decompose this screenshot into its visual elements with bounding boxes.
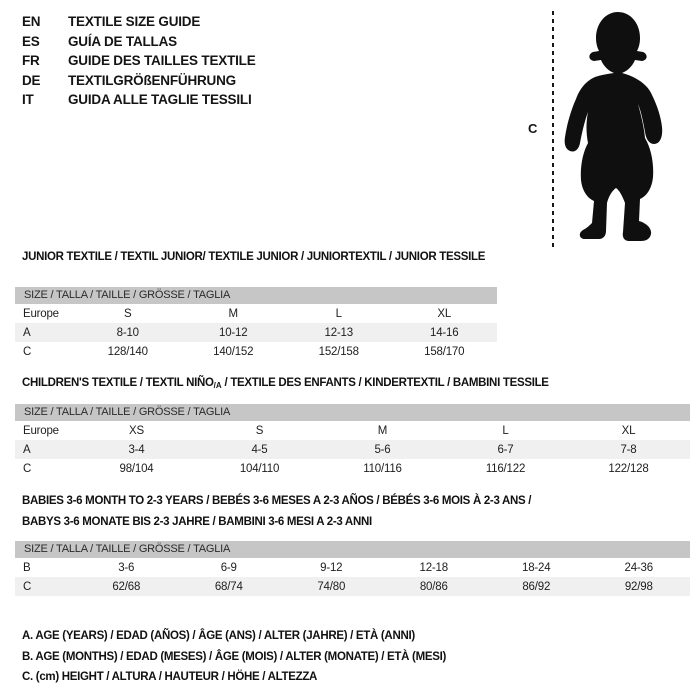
children-size-table bbox=[15, 404, 690, 478]
children-title-pre: CHILDREN'S TEXTILE / TEXTIL NIÑO bbox=[22, 377, 214, 389]
size-cell: M bbox=[377, 424, 388, 437]
size-cell: 80/86 bbox=[383, 577, 486, 596]
babies-title-line1: BABIES 3-6 MONTH TO 2-3 YEARS / BEBÉS 3-6 MESES A 2-3 AÑOS / BÉBÉS 3-6 MOIS À 2-3 ANS / bbox=[22, 495, 532, 507]
size-cell: S bbox=[255, 424, 264, 437]
size-cell: M bbox=[228, 307, 238, 320]
size-cell: 74/80 bbox=[280, 577, 383, 596]
size-cell: 12-18 bbox=[419, 561, 448, 574]
language-row bbox=[22, 12, 256, 32]
size-table-header: SIZE / TALLA / TAILLE / GRÖSSE / TAGLIA bbox=[15, 404, 690, 421]
size-cell: 6-9 bbox=[220, 561, 237, 574]
size-cell: 6-7 bbox=[444, 440, 567, 459]
junior-section-title: JUNIOR TEXTILE / TEXTIL JUNIOR/ TEXTILE JUNIOR / JUNIORTEXTIL / JUNIOR TESSILE bbox=[22, 251, 486, 263]
size-cell: 110/116 bbox=[363, 462, 402, 475]
size-cell: S bbox=[124, 307, 132, 320]
row-label: A bbox=[15, 440, 75, 459]
language-row bbox=[22, 90, 256, 110]
language-row bbox=[22, 32, 256, 52]
language-code: FR bbox=[22, 53, 40, 68]
table-row bbox=[15, 558, 690, 577]
size-cell: 4-5 bbox=[198, 440, 321, 459]
size-cell: 3-6 bbox=[118, 561, 135, 574]
size-cell: 128/140 bbox=[107, 345, 148, 358]
language-title: TEXTILE SIZE GUIDE bbox=[68, 14, 201, 29]
size-table-header: SIZE / TALLA / TAILLE / GRÖSSE / TAGLIA bbox=[15, 287, 497, 304]
table-row bbox=[15, 323, 497, 342]
size-cell: XS bbox=[129, 424, 144, 437]
size-cell: 140/152 bbox=[213, 345, 254, 358]
size-cell: 68/74 bbox=[178, 577, 281, 596]
language-title: TEXTILGRÖßENFÜHRUNG bbox=[68, 72, 236, 88]
size-cell: 24-36 bbox=[624, 561, 653, 574]
legend-line-c: C. (cm) HEIGHT / ALTURA / HAUTEUR / HÖHE / ALTEZZA bbox=[22, 671, 318, 683]
toddler-silhouette-icon bbox=[555, 5, 667, 243]
children-title-sub: /A bbox=[213, 381, 222, 390]
language-title: GUIDA ALLE TAGLIE TESSILI bbox=[68, 92, 252, 107]
legend-line-a: A. AGE (YEARS) / EDAD (AÑOS) / ÂGE (ANS) / ALTER (JAHRE) / ETÀ (ANNI) bbox=[22, 630, 415, 642]
babies-title-line2: BABYS 3-6 MONATE BIS 2-3 JAHRE / BAMBINI 3-6 MESI A 2-3 ANNI bbox=[22, 516, 372, 528]
size-cell: 62/68 bbox=[75, 577, 178, 596]
size-cell: 10-12 bbox=[181, 323, 287, 342]
size-cell: 8-10 bbox=[75, 323, 181, 342]
row-label: B bbox=[23, 561, 31, 574]
language-code: DE bbox=[22, 72, 41, 88]
measurement-legend bbox=[22, 626, 446, 688]
babies-section-title bbox=[22, 491, 531, 533]
size-cell: 9-12 bbox=[320, 561, 343, 574]
size-cell: 18-24 bbox=[522, 561, 551, 574]
language-title: GUÍA DE TALLAS bbox=[68, 33, 177, 49]
size-cell: 7-8 bbox=[567, 440, 690, 459]
row-label: Europe bbox=[23, 307, 59, 320]
language-title: GUIDE DES TAILLES TEXTILE bbox=[68, 53, 256, 68]
language-row bbox=[22, 71, 256, 91]
table-row bbox=[15, 342, 497, 361]
size-cell: XL bbox=[437, 307, 452, 320]
language-code: IT bbox=[22, 92, 34, 107]
row-label: A bbox=[15, 323, 75, 342]
size-cell: XL bbox=[621, 424, 636, 437]
table-row bbox=[15, 421, 690, 440]
size-table-header: SIZE / TALLA / TAILLE / GRÖSSE / TAGLIA bbox=[15, 541, 690, 558]
table-row bbox=[15, 304, 497, 323]
size-cell: 104/110 bbox=[239, 462, 280, 475]
row-label: C bbox=[23, 462, 32, 475]
size-cell: 98/104 bbox=[119, 462, 154, 475]
language-code: ES bbox=[22, 33, 40, 49]
size-cell: 3-4 bbox=[75, 440, 198, 459]
size-cell: 5-6 bbox=[321, 440, 444, 459]
babies-size-table bbox=[15, 541, 690, 596]
row-label: C bbox=[23, 345, 32, 358]
junior-size-table bbox=[15, 287, 497, 361]
row-label: Europe bbox=[23, 424, 59, 437]
height-measure-label: C bbox=[528, 121, 538, 136]
table-row bbox=[15, 440, 690, 459]
size-cell: 152/158 bbox=[318, 345, 359, 358]
size-cell: 92/98 bbox=[588, 577, 691, 596]
height-measure-dotted-line bbox=[552, 11, 554, 247]
size-cell: 122/128 bbox=[608, 462, 649, 475]
size-cell: 158/170 bbox=[424, 345, 465, 358]
row-label: C bbox=[15, 577, 75, 596]
table-row bbox=[15, 459, 690, 478]
size-cell: 12-13 bbox=[286, 323, 392, 342]
language-row bbox=[22, 51, 256, 71]
size-cell: L bbox=[335, 307, 342, 320]
table-row bbox=[15, 577, 690, 596]
size-cell: 14-16 bbox=[392, 323, 498, 342]
children-section-title bbox=[22, 377, 549, 390]
legend-line-b: B. AGE (MONTHS) / EDAD (MESES) / ÂGE (MOIS) / ALTER (MONATE) / ETÀ (MESI) bbox=[22, 650, 447, 663]
language-title-block bbox=[22, 12, 256, 110]
children-title-post: / TEXTILE DES ENFANTS / KINDERTEXTIL / BAMBINI TESSILE bbox=[221, 377, 549, 389]
language-code: EN bbox=[22, 14, 41, 29]
size-cell: L bbox=[502, 424, 509, 437]
size-cell: 116/122 bbox=[485, 462, 526, 475]
size-cell: 86/92 bbox=[485, 577, 588, 596]
